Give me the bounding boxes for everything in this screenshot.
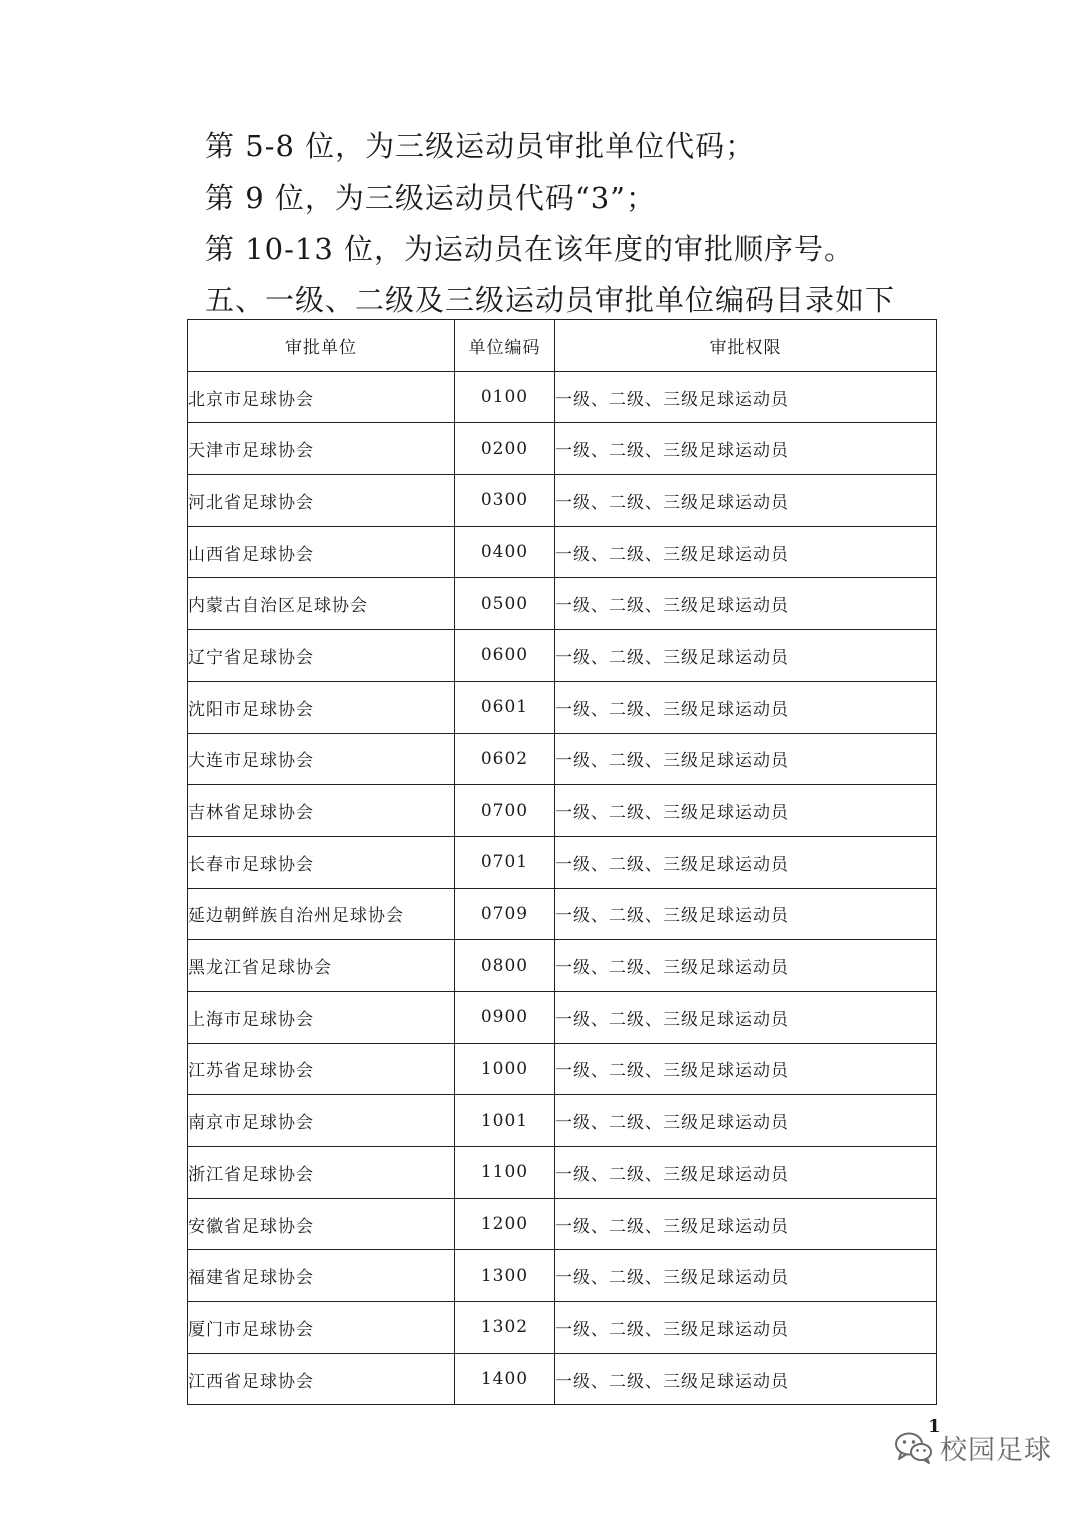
unit-name-cell: 长春市足球协会 [188,836,455,888]
unit-code-cell: 1100 [455,1147,555,1199]
unit-code-cell: 1200 [455,1198,555,1250]
table-row [188,888,937,940]
approval-authority-cell: 一级、二级、三级足球运动员 [555,1198,937,1250]
unit-name-cell: 辽宁省足球协会 [188,630,455,682]
table-row [188,526,937,578]
approval-authority-cell: 一级、二级、三级足球运动员 [555,423,937,475]
unit-code-cell: 0601 [455,681,555,733]
unit-name-cell: 山西省足球协会 [188,526,455,578]
table-row [188,1198,937,1250]
approval-authority-cell: 一级、二级、三级足球运动员 [555,991,937,1043]
table-row [188,785,937,837]
header-unit-code: 单位编码 [455,320,555,372]
unit-name-cell: 安徽省足球协会 [188,1198,455,1250]
approval-authority-cell: 一级、二级、三级足球运动员 [555,630,937,682]
approval-authority-cell: 一级、二级、三级足球运动员 [555,1353,937,1405]
unit-code-cell: 0900 [455,991,555,1043]
unit-code-cell: 0602 [455,733,555,785]
unit-code-cell: 1302 [455,1302,555,1354]
table-header-row [188,320,937,372]
unit-name-cell: 北京市足球协会 [188,371,455,423]
unit-name-cell: 沈阳市足球协会 [188,681,455,733]
table-row [188,475,937,527]
watermark-label: 校园足球 [940,1435,1052,1466]
unit-name-cell: 江西省足球协会 [188,1353,455,1405]
approval-authority-cell: 一级、二级、三级足球运动员 [555,1250,937,1302]
unit-code-cell: 0200 [455,423,555,475]
unit-name-cell: 吉林省足球协会 [188,785,455,837]
unit-code-cell: 0500 [455,578,555,630]
approval-authority-cell: 一级、二级、三级足球运动员 [555,940,937,992]
table-row [188,1302,937,1354]
unit-code-cell: 1400 [455,1353,555,1405]
table-row [188,1250,937,1302]
approval-authority-cell: 一级、二级、三级足球运动员 [555,733,937,785]
unit-name-cell: 厦门市足球协会 [188,1302,455,1354]
unit-name-cell: 内蒙古自治区足球协会 [188,578,455,630]
table-body [188,371,937,1405]
table-row [188,681,937,733]
table-row [188,940,937,992]
approval-authority-cell: 一级、二级、三级足球运动员 [555,1147,937,1199]
header-approval-authority: 审批权限 [555,320,937,372]
unit-name-cell: 天津市足球协会 [188,423,455,475]
unit-name-cell: 河北省足球协会 [188,475,455,527]
unit-name-cell: 江苏省足球协会 [188,1043,455,1095]
table-row [188,836,937,888]
table-row [188,1043,937,1095]
page-number: 1 [928,1416,941,1437]
watermark [894,1428,1052,1467]
unit-code-cell: 0709 [455,888,555,940]
table-row [188,1147,937,1199]
wechat-icon [894,1431,934,1465]
table-row [188,991,937,1043]
table-row [188,578,937,630]
approval-authority-cell: 一级、二级、三级足球运动员 [555,836,937,888]
table-row [188,1095,937,1147]
unit-code-cell: 0100 [455,371,555,423]
unit-name-cell: 上海市足球协会 [188,991,455,1043]
unit-code-cell: 0701 [455,836,555,888]
approval-authority-cell: 一级、二级、三级足球运动员 [555,888,937,940]
unit-code-cell: 0600 [455,630,555,682]
table-row [188,1353,937,1405]
table-row [188,371,937,423]
unit-name-cell: 黑龙江省足球协会 [188,940,455,992]
approval-authority-cell: 一级、二级、三级足球运动员 [555,526,937,578]
paragraph-code-digits-5-8: 第 5-8 位，为三级运动员审批单位代码； [205,129,756,163]
paragraph-code-digits-10-13: 第 10-13 位，为运动员在该年度的审批顺序号。 [205,232,855,266]
approval-authority-cell: 一级、二级、三级足球运动员 [555,475,937,527]
unit-code-cell: 0300 [455,475,555,527]
unit-code-cell: 0700 [455,785,555,837]
approval-authority-cell: 一级、二级、三级足球运动员 [555,1302,937,1354]
unit-name-cell: 延边朝鲜族自治州足球协会 [188,888,455,940]
table-row [188,423,937,475]
header-approval-unit: 审批单位 [188,320,455,372]
paragraph-code-digit-9: 第 9 位，为三级运动员代码“3”； [205,181,656,215]
unit-name-cell: 大连市足球协会 [188,733,455,785]
unit-code-cell: 1000 [455,1043,555,1095]
unit-name-cell: 浙江省足球协会 [188,1147,455,1199]
approval-authority-cell: 一级、二级、三级足球运动员 [555,1043,937,1095]
unit-code-cell: 1300 [455,1250,555,1302]
table-row [188,630,937,682]
approval-authority-cell: 一级、二级、三级足球运动员 [555,371,937,423]
approval-authority-cell: 一级、二级、三级足球运动员 [555,578,937,630]
approval-unit-code-table [187,319,937,1405]
approval-authority-cell: 一级、二级、三级足球运动员 [555,785,937,837]
approval-authority-cell: 一级、二级、三级足球运动员 [555,1095,937,1147]
table-row [188,733,937,785]
unit-name-cell: 南京市足球协会 [188,1095,455,1147]
unit-name-cell: 福建省足球协会 [188,1250,455,1302]
section-heading-unit-codes: 五、一级、二级及三级运动员审批单位编码目录如下 [205,283,896,317]
unit-code-cell: 0400 [455,526,555,578]
unit-code-cell: 1001 [455,1095,555,1147]
unit-code-cell: 0800 [455,940,555,992]
approval-authority-cell: 一级、二级、三级足球运动员 [555,681,937,733]
